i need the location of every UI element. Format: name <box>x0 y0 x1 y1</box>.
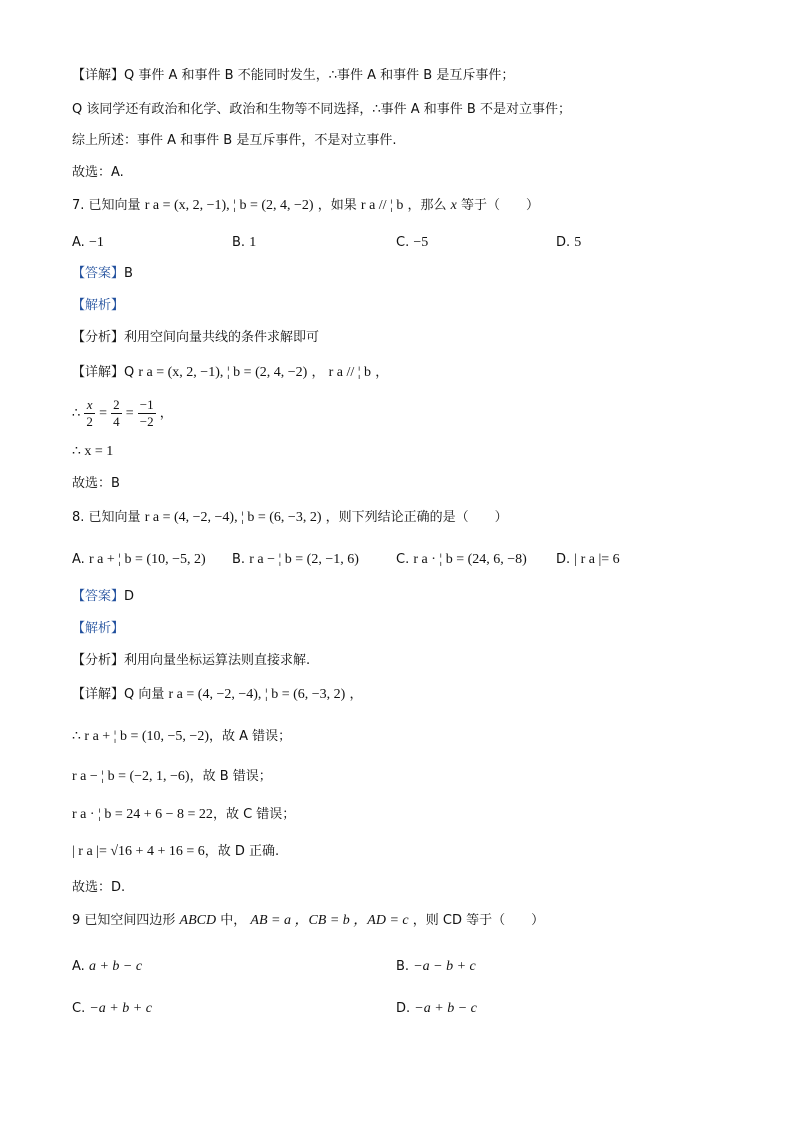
detail-suffix: ， <box>349 687 363 702</box>
q8-step-2 <box>72 767 272 787</box>
fraction-3: $\frac{-1}{-2}$ <box>139 397 154 429</box>
q7-option-b <box>232 233 256 253</box>
q9-stem-math: AB = a ，CB = b ，AD = c <box>250 913 409 928</box>
option-label: B. <box>232 235 246 250</box>
q8-option-a <box>72 550 206 570</box>
detail-math: r a = (4, −2, −4), ¦ b = (6, −3, 2) <box>168 687 346 702</box>
q8-stem-suffix: ，则下列结论正确的是（ ） <box>325 510 508 525</box>
option-label: D. <box>396 1001 411 1016</box>
equals: = <box>99 406 107 421</box>
q8-step-3 <box>72 805 295 825</box>
q6-select: 故选：A. <box>72 165 124 180</box>
step-math: ∴ r a + ¦ b = (10, −5, −2) <box>72 729 209 744</box>
q9-option-d <box>396 999 477 1019</box>
detail-suffix: ， <box>375 365 389 380</box>
q7-stem-mid2: ，那么 <box>407 198 447 213</box>
q8-detail <box>72 685 362 705</box>
q7-stem-var: x <box>450 198 457 213</box>
option-text: −a + b − c <box>414 1001 477 1016</box>
q8-stem-prefix: 8. 已知向量 <box>72 510 141 525</box>
q6-summary: 综上所述：事件 A 和事件 B 是互斥事件，不是对立事件. <box>72 133 397 148</box>
q6-detail-2: Q 该同学还有政治和化学、政治和生物等不同选择，∴事件 A 和事件 B 不是对立事件； <box>72 102 571 117</box>
q7-detail <box>72 363 388 383</box>
step-math: r a − ¦ b = (−2, 1, −6) <box>72 769 190 784</box>
q7-select: 故选：B <box>72 476 120 491</box>
q8-option-d <box>556 550 620 570</box>
q8-analysis: 【分析】利用向量坐标运算法则直接求解. <box>72 653 311 668</box>
q7-proportion <box>72 397 173 431</box>
option-label: B. <box>232 552 246 567</box>
q9-stem-prefix: 9 已知空间四边形 <box>72 913 176 928</box>
q7-stem-math2: r a // ¦ b <box>360 198 404 213</box>
comma: ， <box>159 406 173 421</box>
equals: = <box>125 406 134 421</box>
q9-option-a <box>72 957 142 977</box>
option-text: a + b − c <box>88 959 143 974</box>
q8-analysis-tag: 【解析】 <box>72 621 125 636</box>
detail-math2: r a // ¦ b <box>328 365 372 380</box>
q8-step-4 <box>72 842 279 862</box>
q8-option-b <box>232 550 359 570</box>
option-text: −a + b + c <box>89 1001 152 1016</box>
q9-stem <box>72 911 544 931</box>
option-text: r a · ¦ b = (24, 6, −8) <box>413 552 527 567</box>
detail-math: r a = (x, 2, −1), ¦ b = (2, 4, −2) <box>138 365 308 380</box>
option-text: −1 <box>88 235 104 250</box>
option-label: B. <box>396 959 410 974</box>
q7-result: ∴ x = 1 <box>72 444 114 459</box>
q8-stem-math: r a = (4, −2, −4), ¦ b = (6, −3, 2) <box>144 510 322 525</box>
q7-stem-suffix: 等于（ ） <box>461 198 540 213</box>
option-label: A. <box>72 552 85 567</box>
answer-value: B <box>124 266 133 281</box>
therefore-symbol: ∴ <box>72 406 81 421</box>
detail-mid: ， <box>311 365 325 380</box>
option-text: −5 <box>413 235 429 250</box>
step-text: ，故 C 错误； <box>212 807 296 822</box>
option-text: r a − ¦ b = (2, −1, 6) <box>249 552 359 567</box>
q7-answer <box>72 264 133 284</box>
q7-stem-prefix: 7. 已知向量 <box>72 198 141 213</box>
q9-stem-name: ABCD <box>179 913 217 928</box>
option-label: A. <box>72 235 85 250</box>
q8-stem <box>72 508 508 528</box>
option-text: 1 <box>249 235 257 250</box>
q7-option-c <box>396 233 428 253</box>
q7-analysis: 【分析】利用空间向量共线的条件求解即可 <box>72 330 320 345</box>
option-text: r a + ¦ b = (10, −5, 2) <box>88 552 206 567</box>
fraction-2: $\frac{2}{4}$ <box>113 397 120 429</box>
q9-option-b <box>396 957 476 977</box>
q9-stem-suffix: ，则 CD 等于（ ） <box>412 913 545 928</box>
q8-answer <box>72 587 134 607</box>
option-label: A. <box>72 959 85 974</box>
detail-prefix: 【详解】Q <box>72 365 135 380</box>
q7-stem-mid: ，如果 <box>317 198 357 213</box>
q9-option-c <box>72 999 152 1019</box>
option-text: −a − b + c <box>413 959 476 974</box>
option-label: D. <box>556 552 571 567</box>
answer-tag: 【答案】 <box>72 266 125 281</box>
q7-stem <box>72 196 539 216</box>
q8-option-c <box>396 550 527 570</box>
option-label: C. <box>396 235 410 250</box>
q8-select: 故选：D. <box>72 880 126 895</box>
q9-stem-mid: 中， <box>220 913 247 928</box>
option-text: 5 <box>574 235 582 250</box>
option-label: C. <box>72 1001 86 1016</box>
q8-step-1 <box>72 727 291 747</box>
fraction-1: $\frac{x}{2}$ <box>86 397 93 429</box>
step-text: ，故 A 错误； <box>209 729 292 744</box>
step-text: ，故 B 错误； <box>189 769 272 784</box>
step-math: | r a |= √16 + 4 + 16 = 6 <box>72 844 205 859</box>
q7-option-a <box>72 233 104 253</box>
answer-value: D <box>124 589 135 604</box>
option-label: C. <box>396 552 410 567</box>
option-label: D. <box>556 235 571 250</box>
q7-option-d <box>556 233 581 253</box>
q6-detail-1: 【详解】Q 事件 A 和事件 B 不能同时发生，∴事件 A 和事件 B 是互斥事件； <box>72 68 515 83</box>
q7-analysis-tag: 【解析】 <box>72 298 125 313</box>
step-math: r a · ¦ b = 24 + 6 − 8 = 22 <box>72 807 213 822</box>
step-text: ，故 D 正确. <box>204 844 280 859</box>
answer-tag: 【答案】 <box>72 589 125 604</box>
q7-stem-math: r a = (x, 2, −1), ¦ b = (2, 4, −2) <box>144 198 314 213</box>
option-text: | r a |= 6 <box>574 552 620 567</box>
detail-prefix: 【详解】Q 向量 <box>72 687 165 702</box>
